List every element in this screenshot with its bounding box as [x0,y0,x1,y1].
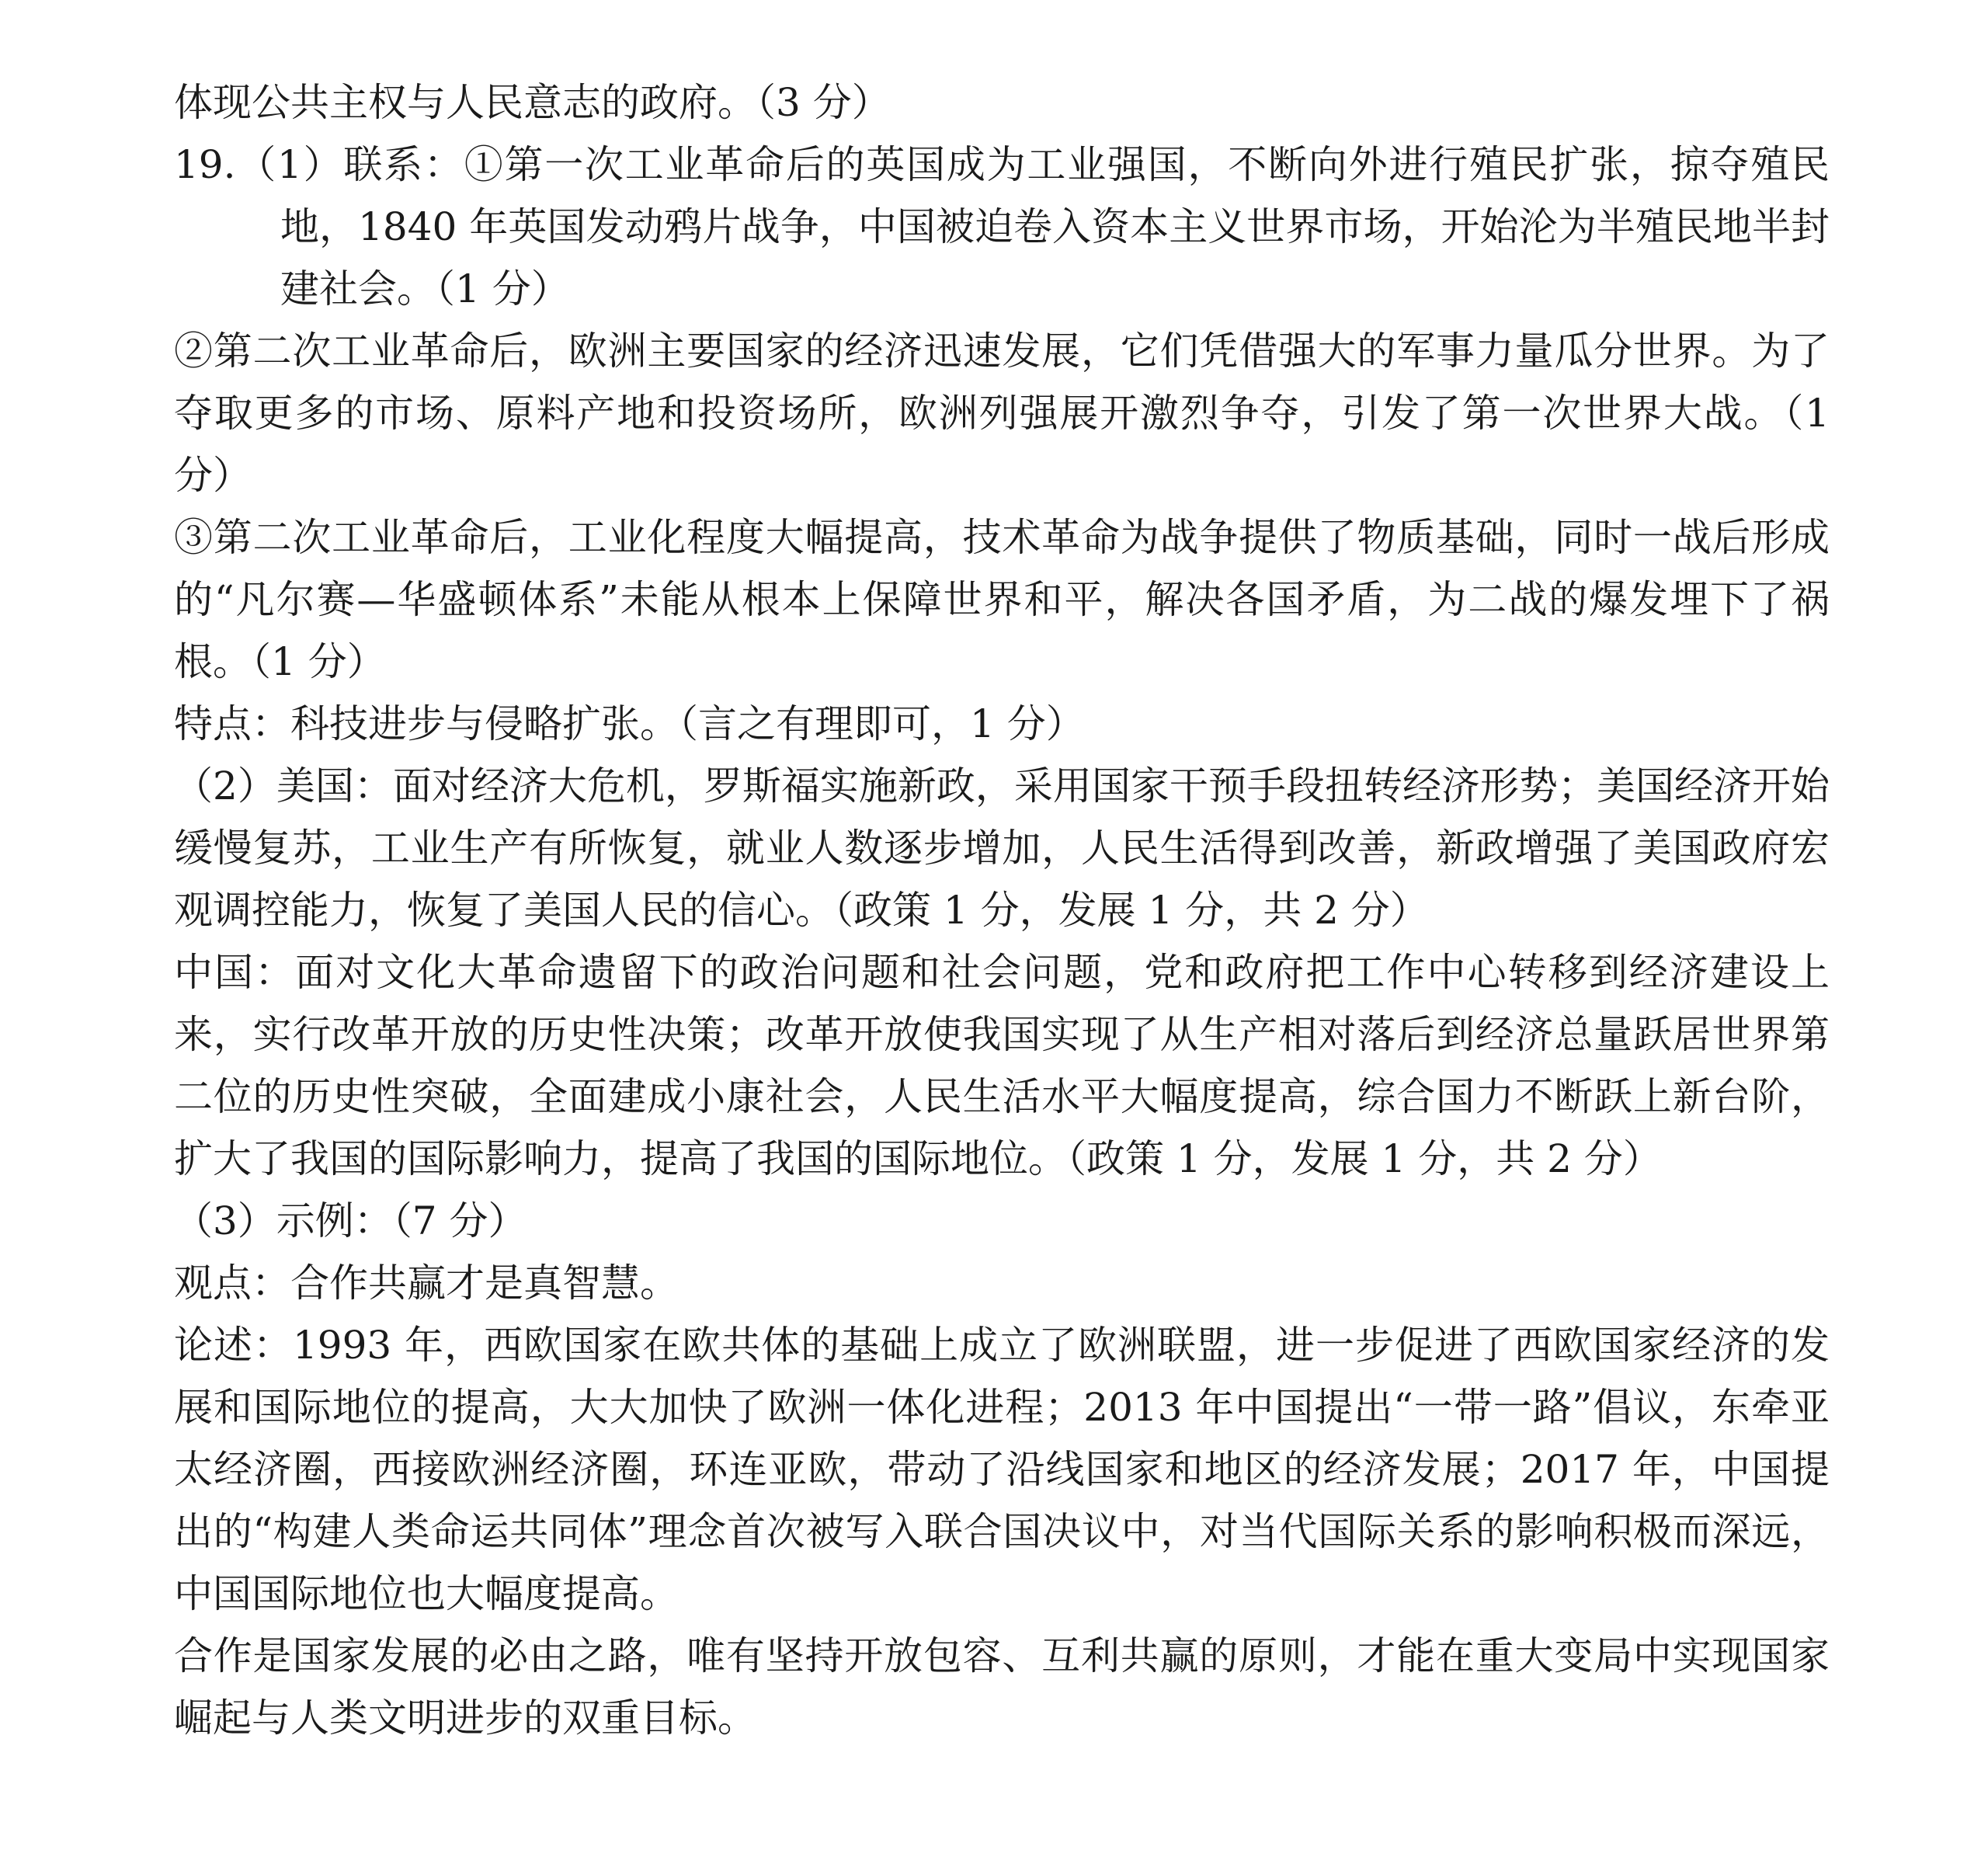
paragraph-19-3-argument: 论述：1993 年，西欧国家在欧共体的基础上成立了欧洲联盟，进一步促进了西欧国家经济的发展和国际地位的提高，大大加快了欧洲一体化进程；2013 年中国提出“一带一路”倡议，东牵亚太经济圈，西接欧洲经济圈，环连亚欧，带动了沿线国家和地区的经济发展；2017 年，中国提出的“构建人类命运共同体”理念首次被写入联合国决议中，对当代国际关系的影响积极而深远，中国国际地位也大幅度提高。 [174,1323,1830,1616]
paragraph-19-1-connection-1: 19.（1）联系：①第一次工业革命后的英国成为工业强国，不断向外进行殖民扩张，掠夺殖民地，1840 年英国发动鸦片战争，中国被迫卷入资本主义世界市场，开始沦为半殖民地半封建社会。（1 分） [174,142,1830,311]
answer-text-body [174,71,1830,1749]
paragraph-19-2-usa: （2）美国：面对经济大危机，罗斯福实施新政，采用国家干预手段扭转经济形势；美国经济开始缓慢复苏，工业生产有所恢复，就业人数逐步增加，人民生活得到改善，新政增强了美国政府宏观调控能力，恢复了美国人民的信心。（政策 1 分，发展 1 分，共 2 分） [174,763,1830,933]
paragraph-19-1-feature: 特点：科技进步与侵略扩张。（言之有理即可，1 分） [174,701,1085,746]
paragraph-19-3-example: （3）示例：（7 分） [174,1198,527,1243]
paragraph-19-2-china: 中国：面对文化大革命遗留下的政治问题和社会问题，党和政府把工作中心转移到经济建设上来，实行改革开放的历史性决策；改革开放使我国实现了从生产相对落后到经济总量跃居世界第二位的历史性突破，全面建成小康社会，人民生活水平大幅度提高，综合国力不断跃上新台阶，扩大了我国的国际影响力，提高了我国的国际地位。（政策 1 分，发展 1 分，共 2 分） [174,950,1830,1181]
paragraph-18-conclusion: 体现公共主权与人民意志的政府。（3 分） [174,80,891,125]
paragraph-19-3-conclusion: 合作是国家发展的必由之路，唯有坚持开放包容、互利共赢的原则，才能在重大变局中实现国家崛起与人类文明进步的双重目标。 [174,1633,1830,1741]
paragraph-19-3-viewpoint: 观点：合作共赢才是真智慧。 [174,1261,679,1306]
paragraph-19-1-connection-2: ②第二次工业革命后，欧洲主要国家的经济迅速发展，它们凭借强大的军事力量瓜分世界。为了夺取更多的市场、原料产地和投资场所，欧洲列强展开激烈争夺，引发了第一次世界大战。（1 分） [174,329,1830,498]
paragraph-19-1-connection-3: ③第二次工业革命后，工业化程度大幅提高，技术革命为战争提供了物质基础，同时一战后形成的“凡尔赛—华盛顿体系”未能从根本上保障世界和平，解决各国矛盾，为二战的爆发埋下了祸根。（1 分） [174,515,1830,684]
